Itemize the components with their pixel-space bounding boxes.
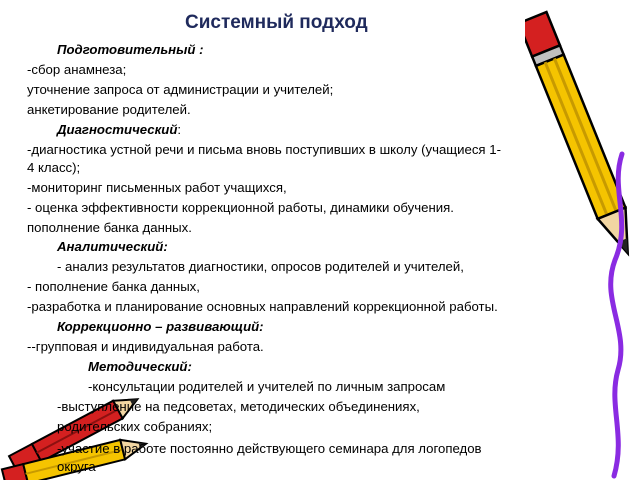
section-heading-preparatory: Подготовительный : <box>57 42 204 57</box>
text-line: - анализ результатов диагностики, опросов родителей и учителей, <box>57 259 464 274</box>
text-line: -диагностика устной речи и письма вновь поступивших в школу (учащиеся 1- <box>27 142 501 157</box>
text-line: 4 класс); <box>27 160 81 175</box>
text-line: -сбор анамнеза; <box>27 62 127 77</box>
text-line: -мониторинг письменных работ учащихся, <box>27 180 287 195</box>
section-heading-diagnostic <box>57 121 181 139</box>
slide-title: Системный подход <box>185 12 368 33</box>
text-line: пополнение банка данных. <box>27 220 192 235</box>
text-line: --групповая и индивидуальная работа. <box>27 339 264 354</box>
text-line: - пополнение банка данных, <box>27 279 200 294</box>
section-heading-methodical: Методический: <box>88 359 192 374</box>
text-line: -консультации родителей и учителей по личным запросам <box>88 379 446 394</box>
text-line: округа <box>57 459 96 474</box>
text-line: -участие в работе постоянно действующего семинара для логопедов <box>57 441 482 456</box>
section-heading-diagnostic-text: Диагностический <box>57 122 178 137</box>
text-line: уточнение запроса от администрации и учителей; <box>27 82 334 97</box>
text-line: -разработка и планирование основных направлений коррекционной работы. <box>27 299 498 314</box>
text-line: - оценка эффективности коррекционной работы, динамики обучения. <box>27 200 454 215</box>
section-heading-correction: Коррекционно – развивающий: <box>57 319 264 334</box>
text-line: -выступление на педсоветах, методических объединениях, <box>57 399 420 414</box>
text-line: родительских собраниях; <box>57 419 213 434</box>
section-heading-analytic: Аналитический: <box>57 239 168 254</box>
section-heading-diagnostic-colon: : <box>177 122 182 137</box>
purple-swirl-icon <box>560 150 640 480</box>
text-line: анкетирование родителей. <box>27 102 191 117</box>
